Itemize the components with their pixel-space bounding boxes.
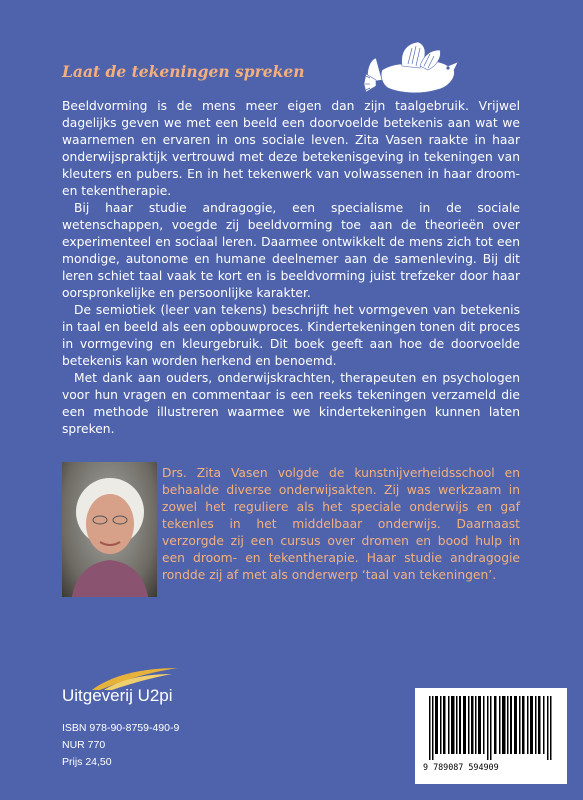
blurb-paragraph: Beeldvorming is de mens meer eigen dan zijn taalgebruik. Vrijwel dagelijks geven we met een beeld een doorvoelde betekenis aan wat we waarnemen en ervaren in ons sociale leven. Zita Vasen raakte in haar onderwijspraktijk vertrouwd met deze betekenisgeving in tekeningen van kleuters en pubers. En in het tekenwerk van volwassenen in haar droom- en tekentherapie. — [62, 99, 520, 198]
barcode — [415, 688, 567, 784]
bird-illustration-icon — [362, 40, 470, 102]
book-title: Laat de tekeningen spreken — [62, 62, 305, 81]
publisher-logo — [62, 666, 222, 718]
nur-code: NUR 770 — [62, 739, 106, 751]
price: Prijs 24,50 — [62, 756, 112, 768]
publisher-name: Uitgeverij U2pi — [62, 686, 173, 705]
author-bio: Drs. Zita Vasen volgde de kunstnijverheidsschool en behaalde diverse onderwijsakten. Zij was werkzaam in zowel het reguliere als het speciale onderwijs en gaf tekenles in het middelbaar onderwijs. Daarnaast verzorgde zij een cursus over dromen en bood hulp in een droom- en tekentherapie. Haar studie andragogie rondde zij af met als onderwerp ‘taal van tekeningen’. — [162, 466, 520, 582]
isbn: ISBN 978-90-8759-490-9 — [62, 722, 180, 734]
book-meta — [62, 720, 179, 771]
barcode-number: 9 789087 594909 — [423, 762, 499, 772]
author-photo — [62, 462, 157, 597]
blurb-paragraph: Met dank aan ouders, onderwijskrachten, therapeuten en psychologen voor hun vragen en commentaar is een reeks tekeningen verzameld die een methode illustreren waarmee we kindertekeningen kunnen laten spreken. — [62, 371, 520, 436]
blurb-paragraph: Bij haar studie andragogie, een specialisme in de sociale wetenschappen, voegde zij beeldvorming toe aan de theorieën over experimenteel en sociaal leren. Daarmee ontwikkelt de mens zich tot een mondige, autonome en humane deelnemer aan de samenleving. Bij dit leren schiet taal vaak te kort en is beeldvorming juist trefzeker door haar oorspronkelijke en persoonlijke karakter. — [62, 201, 520, 300]
blurb — [62, 98, 520, 438]
barcode-icon — [429, 696, 553, 760]
blurb-paragraph: De semiotiek (leer van tekens) beschrijft het vormgeven van betekenis in taal en beeld als een opbouwproces. Kindertekeningen tonen dit proces in vormgeving en kleurgebruik. Dit boek geeft aan hoe de doorvoelde betekenis kan worden herkend en benoemd. — [62, 303, 520, 368]
